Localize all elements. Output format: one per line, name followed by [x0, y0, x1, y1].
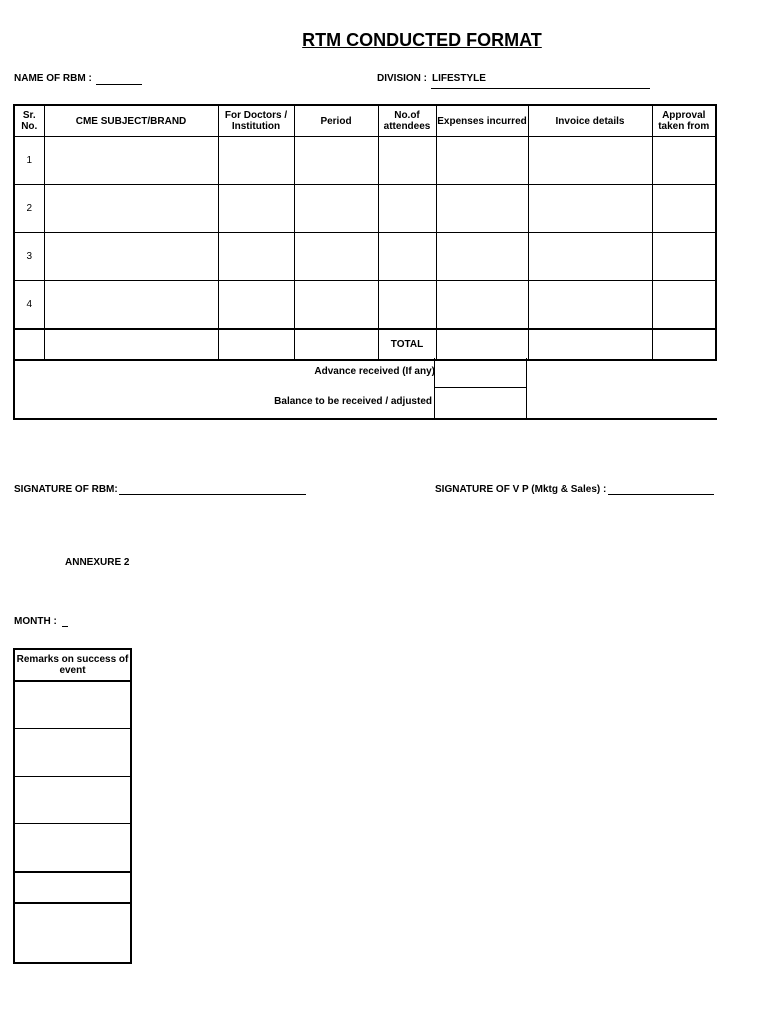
table-cell[interactable] [652, 281, 716, 330]
total-expenses-cell[interactable] [436, 329, 528, 360]
row-number: 4 [14, 281, 44, 330]
remarks-cell[interactable] [14, 903, 131, 963]
remarks-cell[interactable] [14, 729, 131, 777]
table-row [14, 233, 716, 281]
header-attendees: No.of attendees [378, 105, 436, 137]
table-row [14, 137, 716, 185]
table-cell[interactable] [528, 137, 652, 185]
table-cell[interactable] [436, 233, 528, 281]
table-row [14, 281, 716, 330]
rbm-signature-field[interactable] [119, 494, 306, 495]
annexure-label: ANNEXURE 2 [65, 557, 130, 568]
month-field[interactable] [62, 626, 68, 627]
row-number: 2 [14, 185, 44, 233]
table-cell[interactable] [294, 185, 378, 233]
table-cell[interactable] [436, 137, 528, 185]
table-cell[interactable] [652, 329, 716, 360]
row-number: 3 [14, 233, 44, 281]
table-cell[interactable] [44, 233, 218, 281]
table-cell[interactable] [652, 233, 716, 281]
division-label: DIVISION : [377, 73, 428, 84]
header-for-doctors: For Doctors / Institution [218, 105, 294, 137]
table-cell[interactable] [294, 281, 378, 330]
table-cell[interactable] [44, 281, 218, 330]
name-of-rbm-field[interactable] [96, 84, 142, 85]
row-number: 1 [14, 137, 44, 185]
rbm-signature-label: SIGNATURE OF RBM: [14, 484, 118, 495]
table-cell[interactable] [218, 137, 294, 185]
division-value: LIFESTYLE [432, 73, 486, 84]
table-cell[interactable] [44, 185, 218, 233]
table-cell[interactable] [218, 185, 294, 233]
table-cell[interactable] [294, 329, 378, 360]
table-cell[interactable] [528, 281, 652, 330]
table-cell[interactable] [378, 185, 436, 233]
vp-signature-field[interactable] [608, 494, 714, 495]
table-row [14, 185, 716, 233]
table-cell[interactable] [14, 329, 44, 360]
table-cell[interactable] [218, 233, 294, 281]
remarks-cell[interactable] [14, 777, 131, 824]
advance-received-field[interactable] [434, 358, 527, 388]
month-label: MONTH : [14, 616, 57, 627]
remarks-cell[interactable] [14, 681, 131, 729]
header-sr-no: Sr. No. [14, 105, 44, 137]
page-title: RTM CONDUCTED FORMAT [302, 30, 542, 50]
table-cell[interactable] [378, 281, 436, 330]
table-cell[interactable] [218, 329, 294, 360]
table-cell[interactable] [528, 329, 652, 360]
remarks-cell[interactable] [14, 824, 131, 873]
remarks-header: Remarks on success of event [14, 649, 131, 681]
remarks-cell[interactable] [14, 872, 131, 903]
header-cme-subject: CME SUBJECT/BRAND [44, 105, 218, 137]
table-cell[interactable] [378, 233, 436, 281]
advance-received-label: Advance received (If any) [314, 366, 435, 377]
table-cell[interactable] [378, 137, 436, 185]
header-approval: Approval taken from [652, 105, 716, 137]
header-expenses: Expenses incurred [436, 105, 528, 137]
table-cell[interactable] [44, 137, 218, 185]
balance-field[interactable] [434, 388, 527, 418]
table-cell[interactable] [436, 281, 528, 330]
remarks-table [13, 648, 132, 964]
table-cell[interactable] [652, 185, 716, 233]
table-cell[interactable] [652, 137, 716, 185]
table-cell[interactable] [436, 185, 528, 233]
table-cell[interactable] [528, 185, 652, 233]
table-cell[interactable] [294, 137, 378, 185]
vp-signature-label: SIGNATURE OF V P (Mktg & Sales) : [435, 484, 607, 495]
name-of-rbm-label: NAME OF RBM : [14, 73, 92, 84]
table-cell[interactable] [44, 329, 218, 360]
header-period: Period [294, 105, 378, 137]
total-row [14, 329, 716, 360]
table-cell[interactable] [294, 233, 378, 281]
total-label: TOTAL [378, 329, 436, 360]
table-cell[interactable] [528, 233, 652, 281]
rtm-table [13, 104, 717, 361]
header-invoice: Invoice details [528, 105, 652, 137]
balance-label: Balance to be received / adjusted [274, 396, 432, 407]
table-cell[interactable] [218, 281, 294, 330]
division-field[interactable] [431, 88, 650, 89]
summary-block [13, 358, 717, 420]
